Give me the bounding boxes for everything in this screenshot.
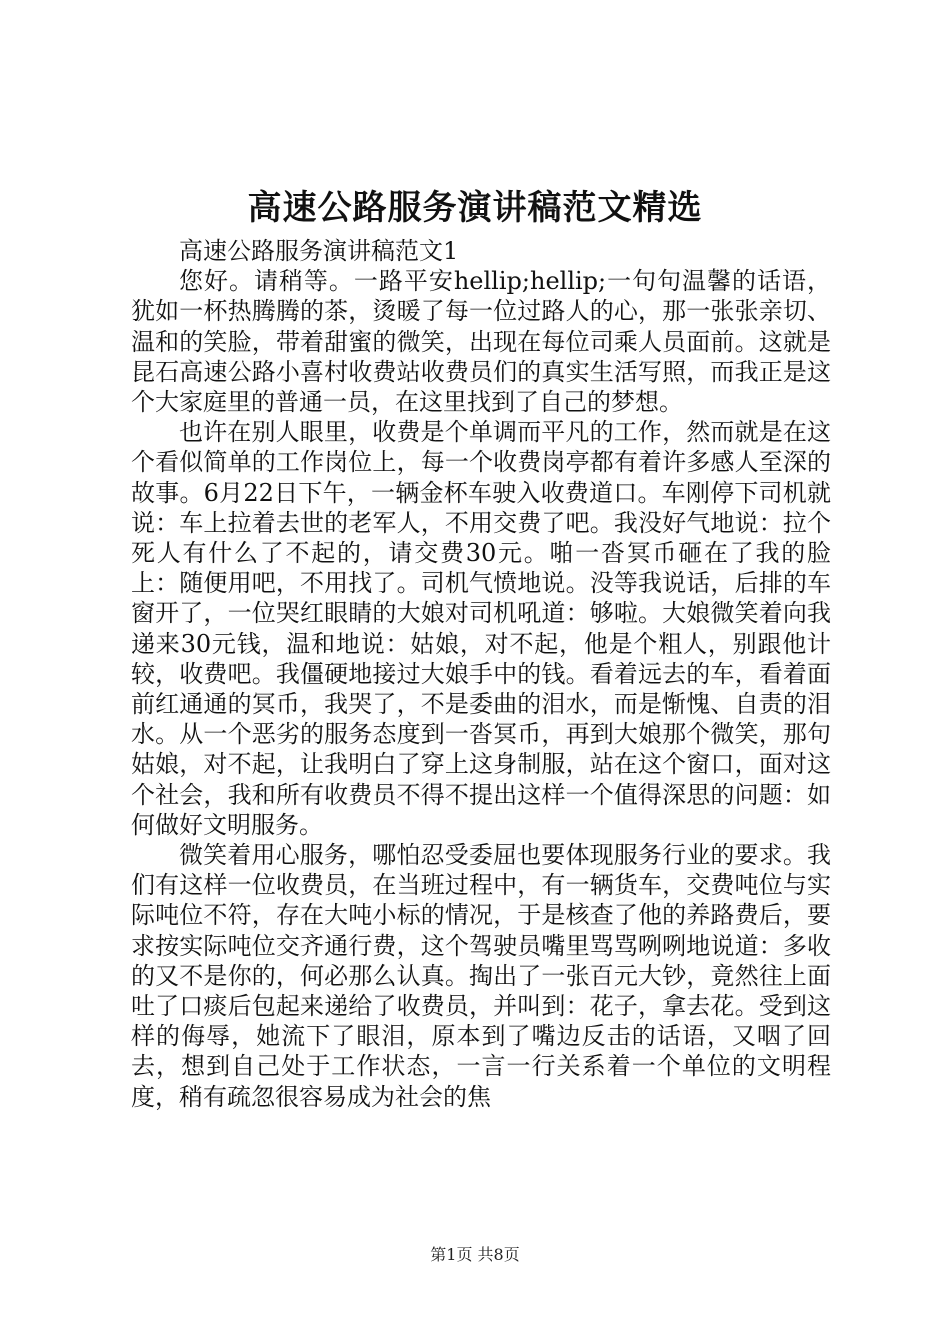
- document-body: [131, 236, 831, 1112]
- page-title: 高速公路服务演讲稿范文精选: [247, 188, 703, 228]
- section-heading: 高速公路服务演讲稿范文1: [179, 237, 459, 265]
- page-number-footer: 第1页 共8页: [430, 1245, 520, 1264]
- paragraph-1: 您好。请稍等。一路平安hellip;hellip;一句句温馨的话语，犹如一杯热腾腾的茶，烫暖了每一位过路人的心，那一张张亲切、温和的笑脸，带着甜蜜的微笑，出现在每位司乘人员面前。这就是昆石高速公路小喜村收费站收费员们的真实生活写照，而我正是这个大家庭里的普通一员，在这里找到了自己的梦想。: [131, 267, 831, 417]
- paragraph-3: 微笑着用心服务，哪怕忍受委屈也要体现服务行业的要求。我们有这样一位收费员，在当班过程中，有一辆货车，交费吨位与实际吨位不符，存在大吨小标的情况，于是核查了他的养路费后，要求按实际吨位交齐通行费，这个驾驶员嘴里骂骂咧咧地说道：多收的又不是你的，何必那么认真。掏出了一张百元大钞，竟然往上面吐了口痰后包起来递给了收费员，并叫到：花子，拿去花。受到这样的侮辱，她流下了眼泪，原本到了嘴边反击的话语，又咽了回去，想到自己处于工作状态，一言一行关系着一个单位的文明程度，稍有疏忽很容易成为社会的焦: [131, 841, 831, 1111]
- paragraph-2: 也许在别人眼里，收费是个单调而平凡的工作，然而就是在这个看似简单的工作岗位上，每一个收费岗亭都有着许多感人至深的故事。6月22日下午，一辆金杯车驶入收费道口。车刚停下司机就说：车上拉着去世的老军人，不用交费了吧。我没好气地说：拉个死人有什么了不起的，请交费30元。啪一沓冥币砸在了我的脸上：随便用吧，不用找了。司机气愤地说。没等我说话，后排的车窗开了，一位哭红眼睛的大娘对司机吼道：够啦。大娘微笑着向我递来30元钱，温和地说：姑娘，对不起，他是个粗人，别跟他计较，收费吧。我僵硬地接过大娘手中的钱。看着远去的车，看着面前红通通的冥币，我哭了，不是委曲的泪水，而是惭愧、自责的泪水。从一个恶劣的服务态度到一沓冥币，再到大娘那个微笑，那句姑娘，对不起，让我明白了穿上这身制服，站在这个窗口，面对这个社会，我和所有收费员不得不提出这样一个值得深思的问题：如何做好文明服务。: [131, 418, 831, 839]
